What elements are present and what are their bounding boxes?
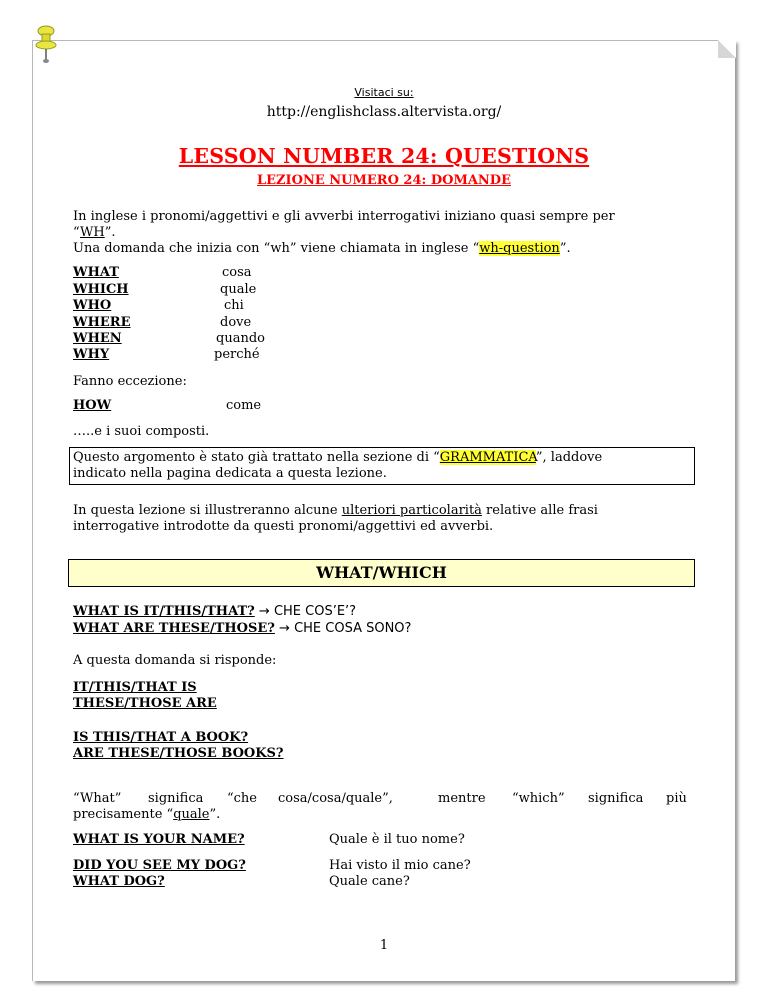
wh-question-term: wh-question: [479, 241, 560, 256]
example-it: Quale cane?: [329, 874, 410, 889]
meaning-word: “What”: [73, 791, 122, 806]
example-en: WHAT IS YOUR NAME?: [73, 832, 245, 847]
wh-word-en: WHICH: [73, 282, 129, 297]
wh-word-it: quale: [220, 282, 257, 297]
example-en: DID YOU SEE MY DOG?: [73, 858, 246, 873]
wh-word-en: WHEN: [73, 331, 122, 346]
meaning-line-2: precisamente “quale”.: [73, 807, 221, 822]
wh-word-en: WHY: [73, 347, 110, 362]
pushpin-icon: [34, 24, 58, 64]
page-fold: [718, 40, 736, 58]
wh-word-it: perché: [214, 347, 260, 362]
meaning-word: cosa/cosa/quale”,: [278, 791, 393, 806]
wh-word-it: quando: [216, 331, 265, 346]
meaning-word: mentre: [438, 791, 486, 806]
wh-word-en: WHO: [73, 298, 112, 313]
lesson-intro-line-1: In questa lezione si illustreranno alcune ulteriori particolarità relative alle frasi: [73, 503, 598, 518]
intro-line-1: In inglese i pronomi/aggettivi e gli avverbi interrogativi iniziano quasi sempre per: [73, 209, 615, 224]
yesno-question: IS THIS/THAT A BOOK?: [73, 730, 249, 745]
intro-line-3: Una domanda che inizia con “wh” viene chiamata in inglese “wh-question”.: [73, 241, 571, 256]
wh-word-it: dove: [220, 315, 252, 330]
example-en: WHAT DOG?: [73, 874, 165, 889]
answer-label: A questa domanda si risponde:: [73, 653, 277, 668]
exception-label: Fanno eccezione:: [73, 374, 187, 389]
grammar-note-line-2: indicato nella pagina dedicata a questa lezione.: [73, 466, 387, 481]
meaning-word: più: [666, 791, 687, 806]
meaning-word: “che: [227, 791, 257, 806]
question-2: WHAT ARE THESE/THOSE? → CHE COSA SONO?: [73, 621, 412, 636]
answer-item: THESE/THOSE ARE: [73, 696, 217, 711]
section-heading: WHAT/WHICH: [68, 559, 695, 587]
wh-word-it: chi: [224, 298, 244, 313]
wh-word-en: WHAT: [73, 265, 119, 280]
lesson-intro-line-2: interrogative introdotte da questi pronomi/aggettivi ed avverbi.: [73, 519, 494, 534]
wh-word-it: cosa: [222, 265, 252, 280]
compounds-note: …..e i suoi composti.: [73, 424, 210, 439]
meaning-word: “which”: [512, 791, 565, 806]
site-url[interactable]: http://englishclass.altervista.org/: [266, 104, 502, 120]
how-word-it: come: [226, 398, 262, 413]
answer-item: IT/THIS/THAT IS: [73, 680, 197, 695]
lesson-title: LESSON NUMBER 24: QUESTIONS: [178, 144, 590, 168]
lesson-subtitle: LEZIONE NUMERO 24: DOMANDE: [257, 173, 511, 188]
page-number: 1: [379, 938, 389, 953]
visit-label: Visitaci su:: [354, 86, 414, 99]
how-word-en: HOW: [73, 398, 112, 413]
meaning-word: significa: [148, 791, 204, 806]
grammar-note-line-1: Questo argomento è stato già trattato nella sezione di “GRAMMATICA”, laddove: [73, 450, 603, 465]
example-it: Hai visto il mio cane?: [329, 858, 471, 873]
grammar-link[interactable]: GRAMMATICA: [439, 450, 536, 465]
wh-term: WH: [80, 225, 105, 240]
question-1: WHAT IS IT/THIS/THAT? → CHE COS’E’?: [73, 604, 357, 619]
example-it: Quale è il tuo nome?: [329, 832, 465, 847]
yesno-question: ARE THESE/THOSE BOOKS?: [73, 746, 284, 761]
meaning-word: significa: [588, 791, 644, 806]
wh-word-en: WHERE: [73, 315, 131, 330]
intro-line-2: “WH”.: [73, 225, 116, 240]
